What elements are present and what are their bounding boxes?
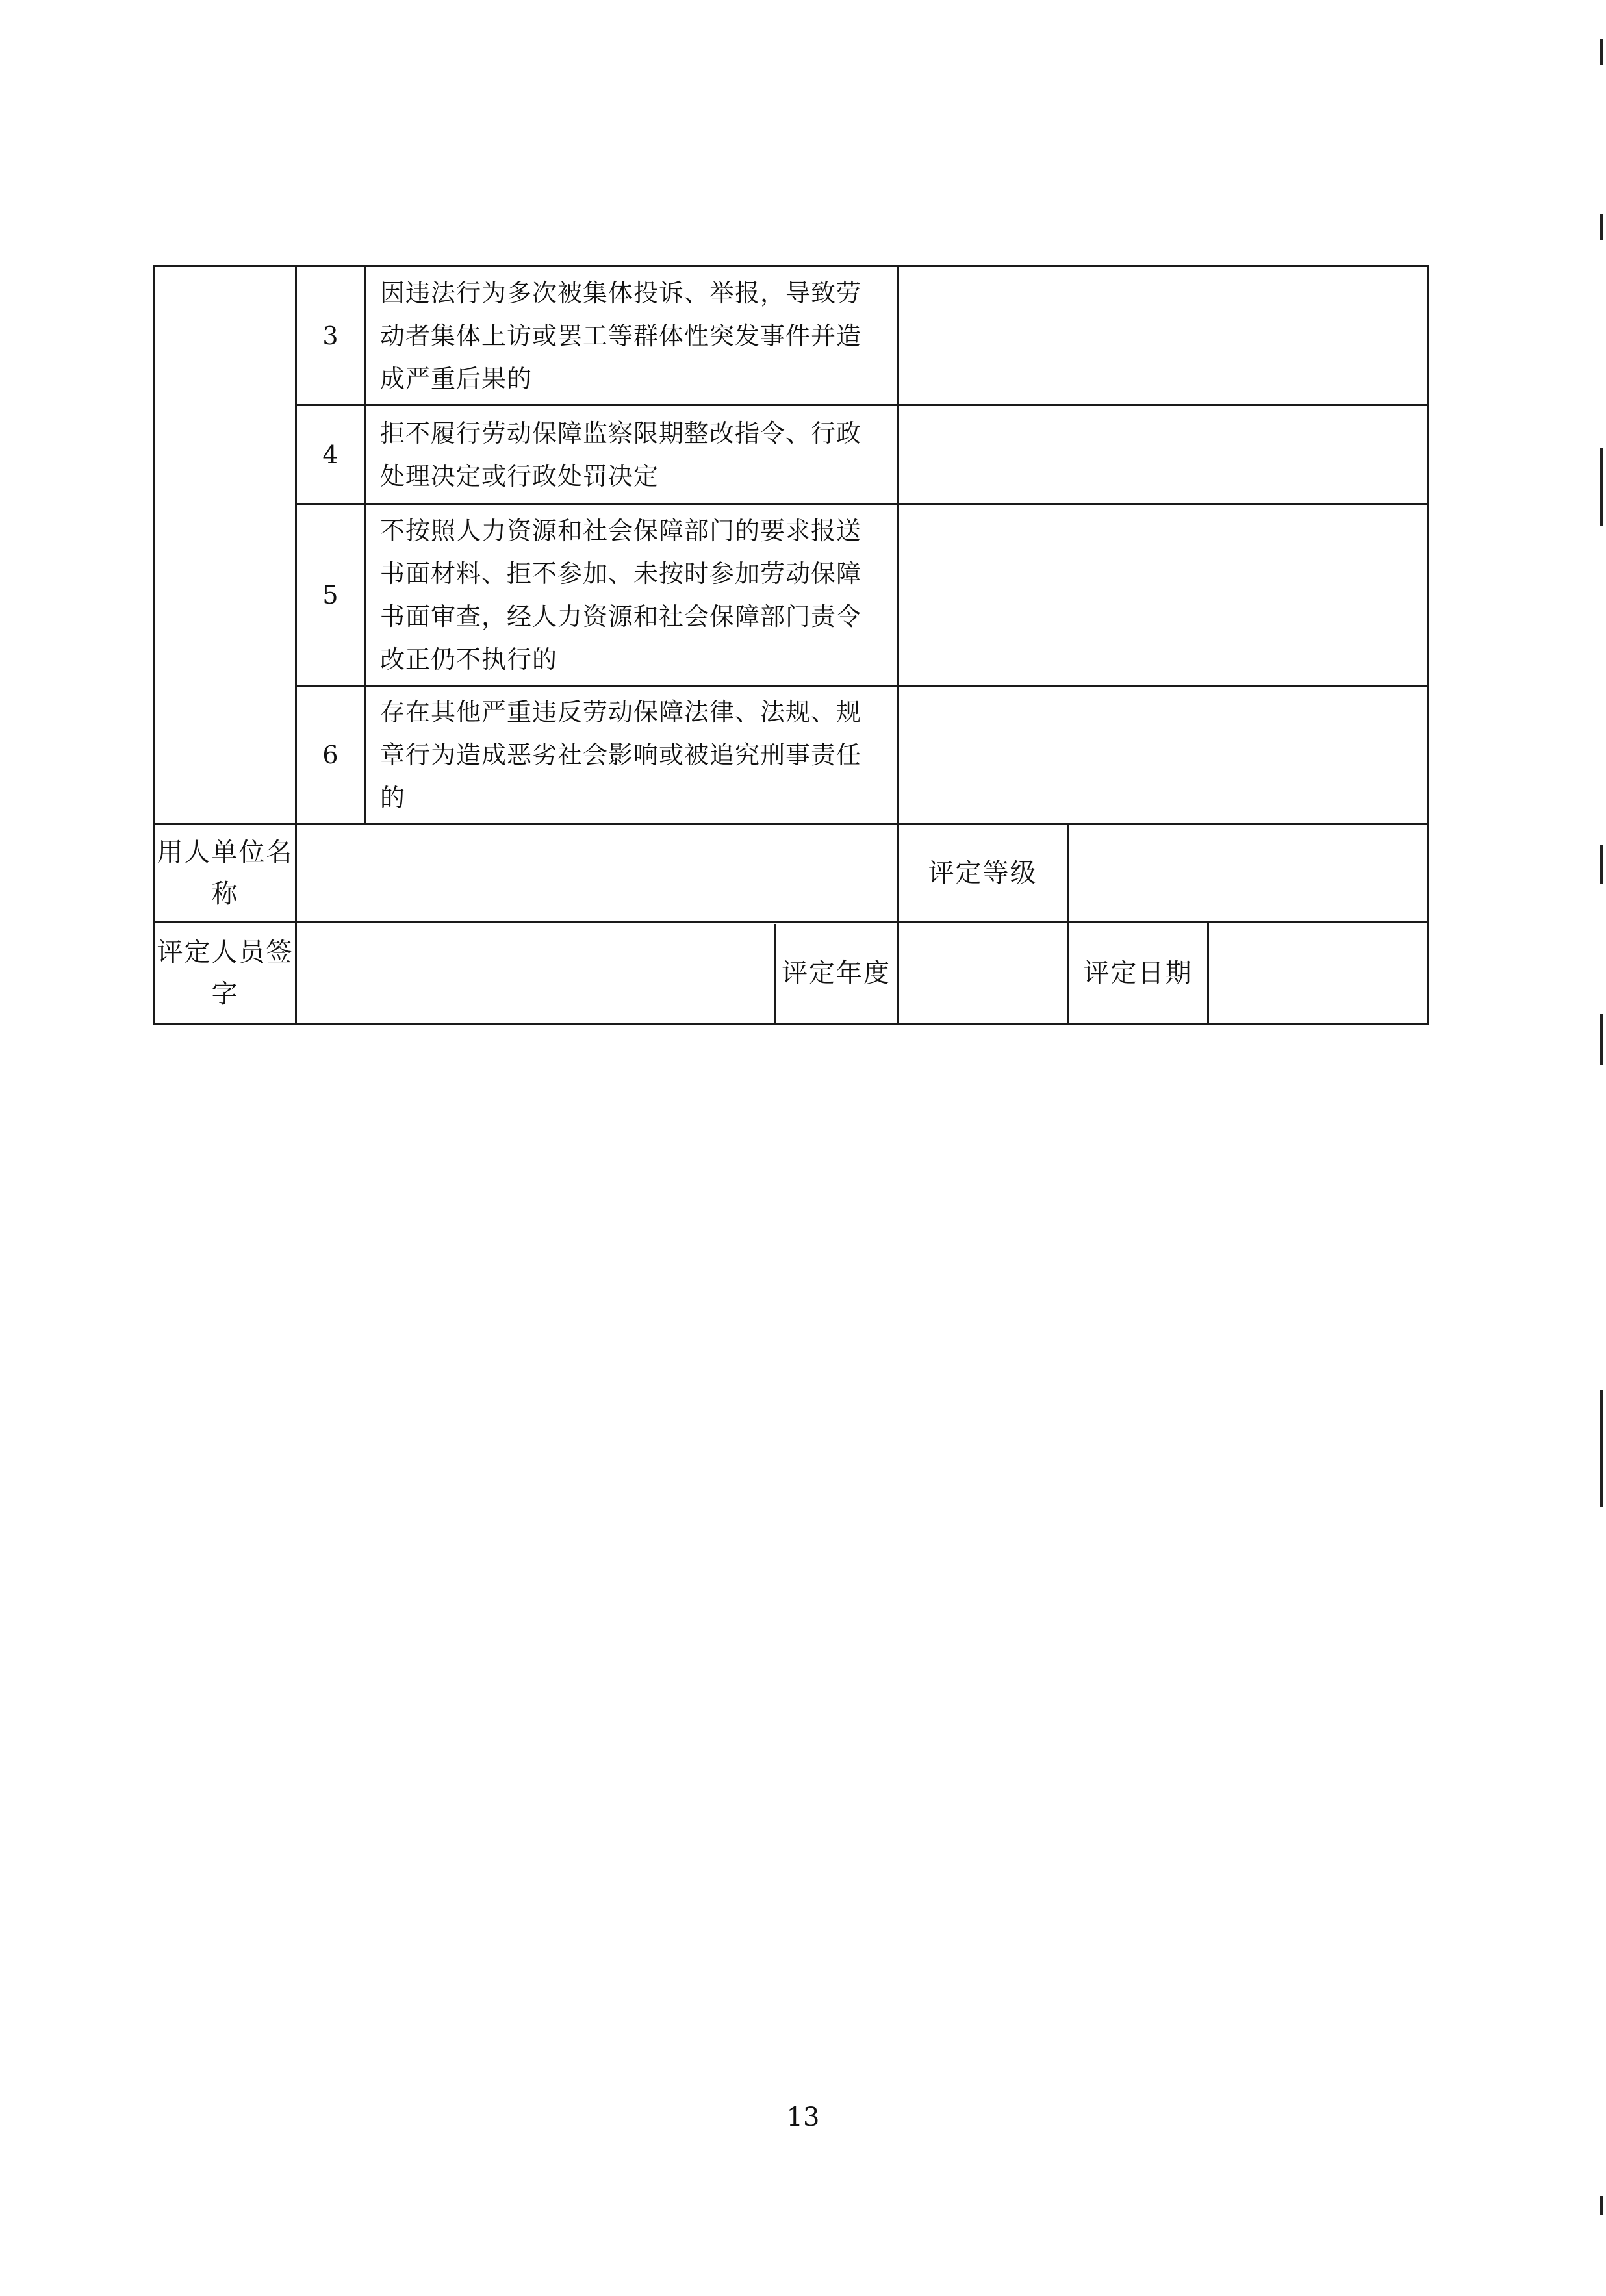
scan-edge-mark [1600,845,1603,884]
scan-edge-mark [1600,214,1603,240]
item-remark-cell [898,405,1428,504]
date-value-cell [1208,922,1428,1025]
year-value-cell [898,922,1068,1025]
grade-value-cell [1068,824,1428,922]
scan-edge-mark [1600,1014,1603,1065]
scan-edge-mark [1600,1390,1603,1507]
item-text: 不按照人力资源和社会保障部门的要求报送书面材料、拒不参加、未按时参加劳动保障书面审查，经人力资源和社会保障部门责令改正仍不执行的 [365,504,898,686]
table-row [155,504,1428,686]
employer-value-cell [296,824,898,922]
table-row [155,686,1428,824]
rating-form-table [153,265,1429,1025]
signer-value [297,924,774,1023]
employer-row [155,824,1428,922]
scan-edge-mark [1600,2196,1603,2215]
item-remark-cell [898,266,1428,405]
category-cell [155,266,296,824]
grade-label: 评定等级 [898,824,1068,922]
item-number: 5 [296,504,365,686]
item-number: 3 [296,266,365,405]
item-text: 拒不履行劳动保障监察限期整改指令、行政处理决定或行政处罚决定 [365,405,898,504]
year-label: 评定年度 [774,924,897,1023]
item-remark-cell [898,504,1428,686]
item-text: 存在其他严重违反劳动保障法律、法规、规章行为造成恶劣社会影响或被追究刑事责任的 [365,686,898,824]
date-label: 评定日期 [1068,922,1208,1025]
scan-edge-mark [1600,39,1603,65]
signer-label: 评定人员签字 [155,922,296,1025]
scan-edge-mark [1600,448,1603,526]
signer-value-cell [296,922,898,1025]
item-remark-cell [898,686,1428,824]
table-row [155,405,1428,504]
page-number: 13 [786,2102,820,2132]
signature-row [155,922,1428,1025]
item-text: 因违法行为多次被集体投诉、举报，导致劳动者集体上访或罢工等群体性突发事件并造成严重后果的 [365,266,898,405]
item-number: 4 [296,405,365,504]
table-row [155,266,1428,405]
item-number: 6 [296,686,365,824]
employer-label: 用人单位名称 [155,824,296,922]
